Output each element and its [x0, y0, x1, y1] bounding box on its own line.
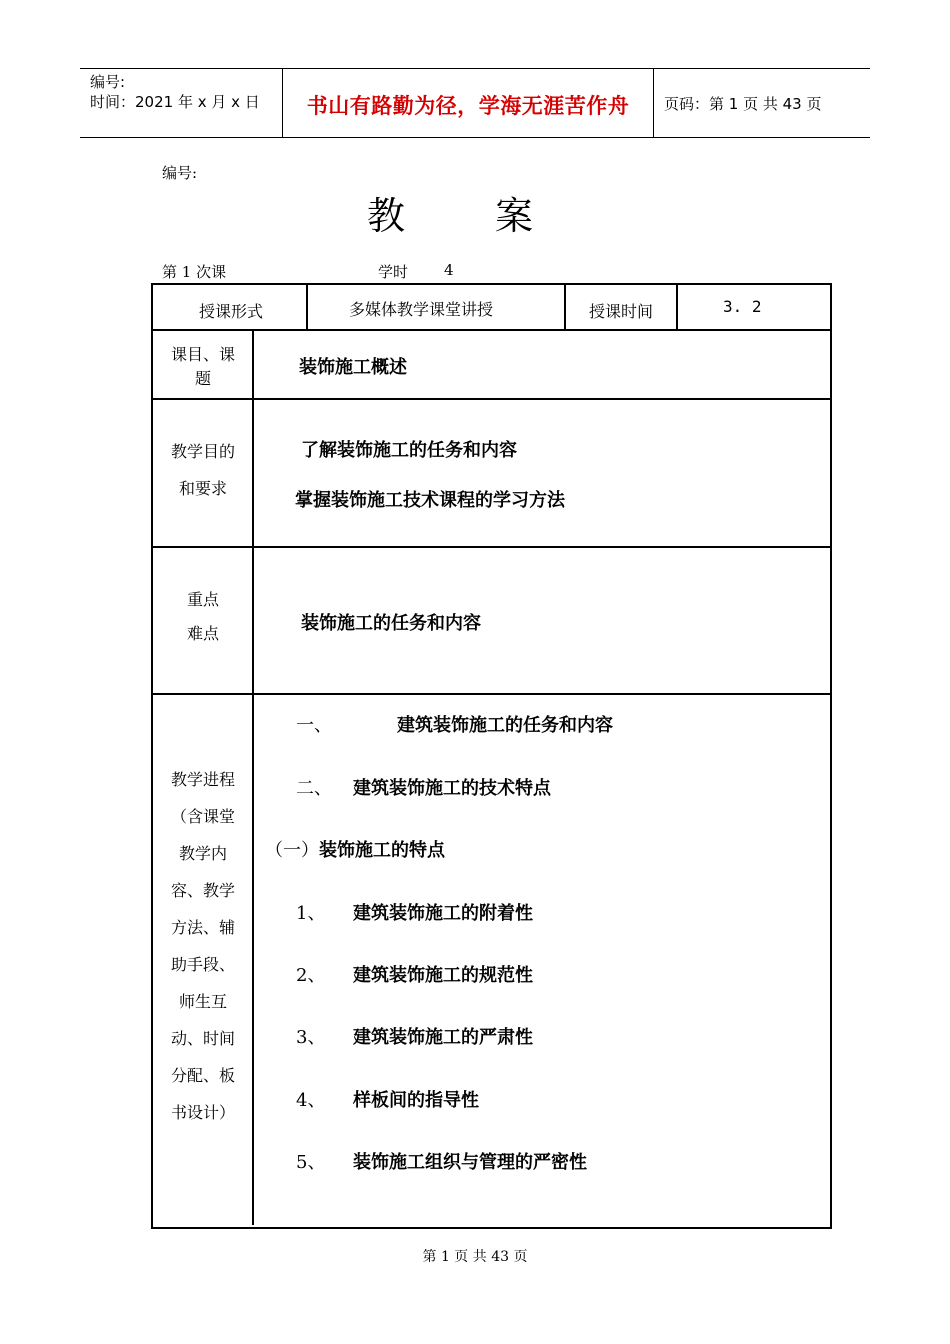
row-divider — [153, 546, 830, 548]
goal-label-line: 教学目的 — [170, 442, 235, 461]
page-title: 教案 — [366, 194, 623, 238]
process-label-line: 分配、板 — [170, 1066, 235, 1085]
topic-value: 装饰施工概述 — [299, 357, 407, 378]
col-divider — [676, 285, 678, 329]
doc-number-label: 编号: — [162, 164, 198, 182]
key-label — [153, 583, 253, 651]
row-divider — [153, 329, 830, 331]
process-item-number: 二、 — [296, 778, 332, 799]
process-item-text: 样板间的指导性 — [353, 1090, 479, 1111]
form-value: 多媒体教学课堂讲授 — [349, 300, 494, 319]
process-item-text: 装饰施工组织与管理的严密性 — [353, 1152, 587, 1173]
goal-label — [153, 433, 253, 507]
process-item-text: 建筑装饰施工的附着性 — [353, 903, 533, 924]
topic-label-line: 题 — [194, 369, 211, 388]
process-label-line: 方法、辅 — [170, 918, 235, 937]
goal-label-line: 和要求 — [178, 479, 227, 498]
process-label — [153, 761, 253, 1131]
page-footer: 第 1 页 共 43 页 — [422, 1249, 528, 1265]
process-label-line: （含课堂 — [170, 807, 235, 826]
row-divider — [153, 398, 830, 400]
hours-value: 4 — [444, 261, 454, 279]
process-item-text: 装饰施工的特点 — [319, 840, 445, 861]
header-motto-cell — [283, 69, 654, 137]
process-label-line: 教学内 — [178, 844, 227, 863]
goal-item: 掌握装饰施工技术课程的学习方法 — [295, 490, 565, 511]
process-label-line: 师生互 — [178, 992, 227, 1011]
process-item-number: 一、 — [296, 715, 332, 736]
process-item-text: 建筑装饰施工的任务和内容 — [397, 715, 613, 736]
process-label-line: 书设计） — [170, 1103, 235, 1122]
header-page-cell — [654, 69, 870, 137]
row-divider — [153, 693, 830, 695]
header-time: 时间：2021 年 x 月 x 日 — [90, 93, 260, 111]
time-value: 3. 2 — [723, 297, 762, 316]
key-value: 装饰施工的任务和内容 — [301, 613, 481, 634]
topic-label — [153, 343, 253, 391]
process-item-number: 3、 — [296, 1027, 326, 1048]
key-label-line: 难点 — [186, 624, 219, 643]
process-label-line: 动、时间 — [170, 1029, 235, 1048]
topic-label-line: 课目、课 — [170, 345, 235, 364]
process-item-number: （一） — [265, 840, 319, 861]
page-header — [80, 68, 870, 138]
process-item-number: 4、 — [296, 1090, 326, 1111]
goal-item: 了解装饰施工的任务和内容 — [301, 440, 517, 461]
lesson-plan-table — [151, 283, 832, 1229]
header-left-cell — [80, 69, 283, 137]
header-page-code: 页码：第 1 页 共 43 页 — [664, 95, 822, 113]
key-label-line: 重点 — [186, 590, 219, 609]
process-item-number: 5、 — [296, 1152, 326, 1173]
process-label-line: 助手段、 — [170, 955, 235, 974]
process-label-line: 教学进程 — [170, 770, 235, 789]
lesson-number: 第 1 次课 — [162, 263, 227, 281]
process-item-text: 建筑装饰施工的技术特点 — [353, 778, 551, 799]
form-label: 授课形式 — [199, 302, 264, 321]
header-motto: 书山有路勤为径，学海无涯苦作舟 — [306, 94, 630, 118]
process-item-number: 2、 — [296, 965, 326, 986]
header-doc-number: 编号: — [90, 73, 126, 91]
col-divider — [564, 285, 566, 329]
process-item-text: 建筑装饰施工的规范性 — [353, 965, 533, 986]
process-item-text: 建筑装饰施工的严肃性 — [353, 1027, 533, 1048]
hours-label: 学时 — [378, 263, 409, 281]
process-label-line: 容、教学 — [170, 881, 235, 900]
process-item-number: 1、 — [296, 903, 326, 924]
time-label: 授课时间 — [589, 302, 654, 321]
col-divider — [306, 285, 308, 329]
